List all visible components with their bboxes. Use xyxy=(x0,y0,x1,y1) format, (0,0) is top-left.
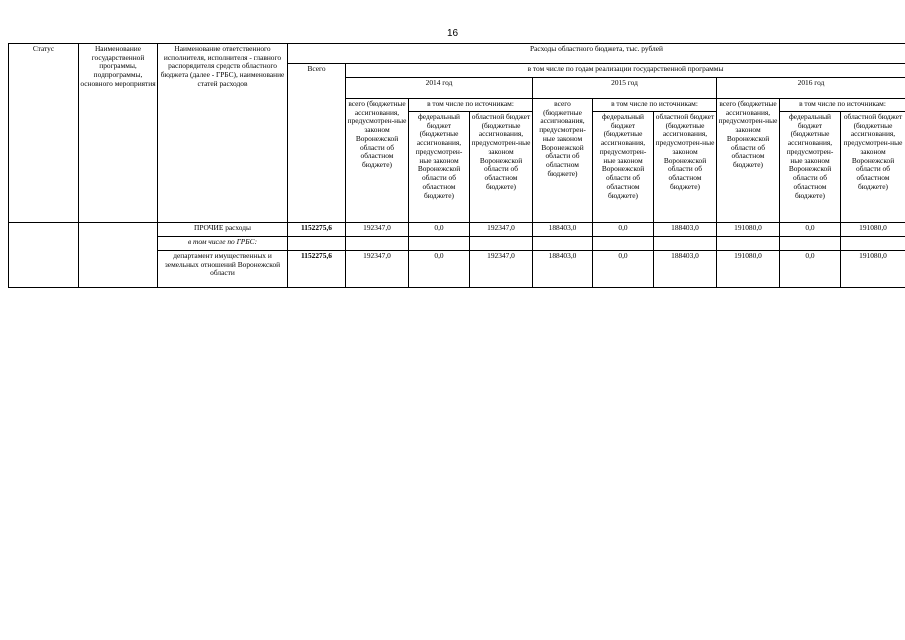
empty-cell xyxy=(346,237,409,251)
header-2015-federal: федеральный бюджет (бюджетные ассигнования, предусмотрен-ные законом Воронежской области об областном бюджете) xyxy=(593,112,654,223)
budget-table xyxy=(8,43,905,288)
header-2014-regional: областной бюджет (бюджетные ассигнования, предусмотрен-ные законом Воронежской области об областном бюджете) xyxy=(470,112,533,223)
page-number: 16 xyxy=(446,28,459,39)
row-2014-federal: 0,0 xyxy=(409,223,470,237)
header-year-2014: 2014 год xyxy=(346,78,533,99)
row-2016-regional: 191080,0 xyxy=(841,223,905,237)
row-2016-federal: 0,0 xyxy=(780,223,841,237)
empty-cell xyxy=(409,237,470,251)
header-2016-by-sources: в том числе по источникам: xyxy=(780,99,905,112)
header-year-2015: 2015 год xyxy=(533,78,717,99)
row-2014-all: 192347,0 xyxy=(346,251,409,288)
empty-cell xyxy=(470,237,533,251)
row-2014-regional: 192347,0 xyxy=(470,251,533,288)
program-name-cell xyxy=(79,223,158,288)
row-name: в том числе по ГРБС: xyxy=(158,237,288,251)
row-2015-all: 188403,0 xyxy=(533,251,593,288)
row-2015-all: 188403,0 xyxy=(533,223,593,237)
row-name: ПРОЧИЕ расходы xyxy=(158,223,288,237)
row-total: 1152275,6 xyxy=(288,223,346,237)
header-2014-total: всего (бюджетные ассигнования, предусмотрен-ные законом Воронежской области об областном бюджете) xyxy=(346,99,409,223)
header-program-name: Наименование государственной программы, подпрограммы, основного мероприятия xyxy=(79,44,158,223)
row-name: департамент имущественных и земельных отношений Воронежской области xyxy=(158,251,288,288)
empty-cell xyxy=(780,237,841,251)
row-2014-all: 192347,0 xyxy=(346,223,409,237)
row-2016-all: 191080,0 xyxy=(717,251,780,288)
header-year-2016: 2016 год xyxy=(717,78,905,99)
header-2015-regional: областной бюджет (бюджетные ассигнования, предусмотрен-ные законом Воронежской области об областном бюджете) xyxy=(654,112,717,223)
header-executor-name: Наименование ответственного исполнителя, исполнителя - главного распорядителя средств областного бюджета (далее - ГРБС), наименование статей расходов xyxy=(158,44,288,223)
header-total: Всего xyxy=(288,64,346,223)
header-2016-total: всего (бюджетные ассигнования, предусмотрен-ные законом Воронежской области об областном бюджете) xyxy=(717,99,780,223)
row-2014-regional: 192347,0 xyxy=(470,223,533,237)
header-2015-total: всего (бюджетные ассигнования, предусмотрен-ные законом Воронежской области об областном бюджете) xyxy=(533,99,593,223)
header-2016-federal: федеральный бюджет (бюджетные ассигнования, предусмотрен-ные законом Воронежской области об областном бюджете) xyxy=(780,112,841,223)
row-2016-regional: 191080,0 xyxy=(841,251,905,288)
empty-cell xyxy=(533,237,593,251)
row-2015-regional: 188403,0 xyxy=(654,223,717,237)
table-row xyxy=(9,223,905,237)
status-cell xyxy=(9,223,79,288)
empty-cell xyxy=(288,237,346,251)
header-by-years: в том числе по годам реализации государственной программы xyxy=(346,64,905,78)
row-total: 1152275,6 xyxy=(288,251,346,288)
row-2015-regional: 188403,0 xyxy=(654,251,717,288)
header-row-1 xyxy=(9,44,905,64)
row-2016-all: 191080,0 xyxy=(717,223,780,237)
empty-cell xyxy=(593,237,654,251)
empty-cell xyxy=(841,237,905,251)
header-2014-federal: федеральный бюджет (бюджетные ассигнования, предусмотрен-ные законом Воронежской области об областном бюджете) xyxy=(409,112,470,223)
row-2015-federal: 0,0 xyxy=(593,223,654,237)
empty-cell xyxy=(717,237,780,251)
empty-cell xyxy=(654,237,717,251)
row-2015-federal: 0,0 xyxy=(593,251,654,288)
header-expenses-title: Расходы областного бюджета, тыс. рублей xyxy=(288,44,905,64)
header-2014-by-sources: в том числе по источникам: xyxy=(409,99,533,112)
row-2014-federal: 0,0 xyxy=(409,251,470,288)
row-2016-federal: 0,0 xyxy=(780,251,841,288)
header-status: Статус xyxy=(9,44,79,223)
header-2016-regional: областной бюджет (бюджетные ассигнования, предусмотрен-ные законом Воронежской области об областном бюджете) xyxy=(841,112,905,223)
header-2015-by-sources: в том числе по источникам: xyxy=(593,99,717,112)
